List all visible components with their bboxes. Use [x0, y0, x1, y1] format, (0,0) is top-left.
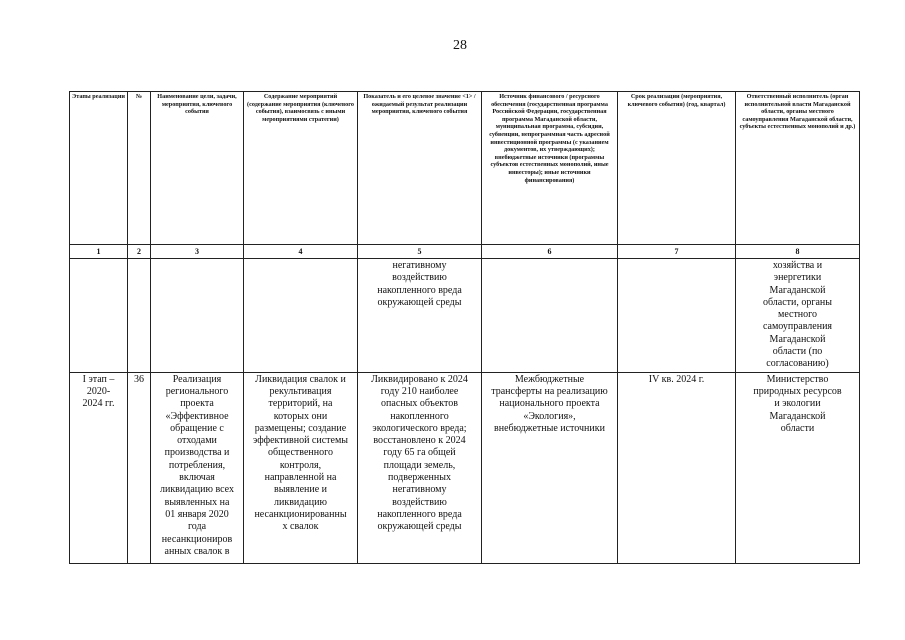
header-name: Наименование цели, задачи, мероприятия, ключевого события	[151, 92, 244, 245]
column-number: 1	[70, 245, 128, 259]
header-deadline: Срок реализации (мероприятия, ключевого события) (год, квартал)	[618, 92, 736, 245]
page-number: 28	[453, 38, 467, 53]
column-number: 2	[128, 245, 151, 259]
cell-funding-source: Межбюджетные трансферты на реализацию национального проекта «Экология», внебюджетные источники	[482, 372, 618, 563]
cell-number	[128, 259, 151, 373]
header-row	[70, 92, 860, 245]
cell-funding-source	[482, 259, 618, 373]
cell-responsible: Министерство природных ресурсов и экологии Магаданской области	[736, 372, 860, 563]
column-number-row	[70, 245, 860, 259]
cell-stage	[70, 259, 128, 373]
header-content: Содержание мероприятий (содержание мероприятия (ключевого события), взаимосвязь с иными мероприятиями стратегии)	[244, 92, 358, 245]
cell-content	[244, 259, 358, 373]
table-row	[70, 372, 860, 563]
table-row	[70, 259, 860, 373]
cell-name	[151, 259, 244, 373]
cell-deadline: IV кв. 2024 г.	[618, 372, 736, 563]
column-number: 7	[618, 245, 736, 259]
header-responsible: Ответственный исполнитель (орган исполнительной власти Магаданской области, органы местного самоуправления Магаданской области, субъекты естественных монополий и др.)	[736, 92, 860, 245]
cell-number: 36	[128, 372, 151, 563]
header-indicator: Показатель и его целевое значение <1> /ожидаемый результат реализации мероприятия, ключевого события	[358, 92, 482, 245]
cell-content: Ликвидация свалок и рекультивация территорий, на которых они размещены; создание эффективной системы общественного контроля, направленной на выявление и ликвидацию несанкционированны х свалок	[244, 372, 358, 563]
column-number: 5	[358, 245, 482, 259]
cell-indicator: Ликвидировано к 2024 году 210 наиболее опасных объектов накопленного экологического вреда; восстановлено к 2024 году 65 га общей площади земель, подверженных негативному воздействию накопленного вреда окружающей среды	[358, 372, 482, 563]
cell-deadline	[618, 259, 736, 373]
plan-table	[69, 91, 860, 564]
cell-name: Реализация регионального проекта «Эффективное обращение с отходами производства и потребления, включая ликвидацию всех выявленных на 01 января 2020 года несанкциониров анных свалок в	[151, 372, 244, 563]
cell-responsible: хозяйства и энергетики Магаданской области, органы местного самоуправления Магаданской области (по согласованию)	[736, 259, 860, 373]
column-number: 6	[482, 245, 618, 259]
column-number: 8	[736, 245, 860, 259]
header-stages: Этапы реализации	[70, 92, 128, 245]
cell-stage: I этап – 2020- 2024 гг.	[70, 372, 128, 563]
header-funding-source: Источник финансового / ресурсного обеспечения (государственная программа Российской Федерации, государственная программа Магаданской области, муниципальная программа, субсидии, субвенции, непрограммная часть адресной инвестиционной программы (с указанием документов, их утверждающих); внебюджетные источники (программы субъектов естественных монополий, иные инвесторы); иные источники финансирования)	[482, 92, 618, 245]
column-number: 4	[244, 245, 358, 259]
header-number: №	[128, 92, 151, 245]
cell-indicator: негативному воздействию накопленного вреда окружающей среды	[358, 259, 482, 373]
column-number: 3	[151, 245, 244, 259]
